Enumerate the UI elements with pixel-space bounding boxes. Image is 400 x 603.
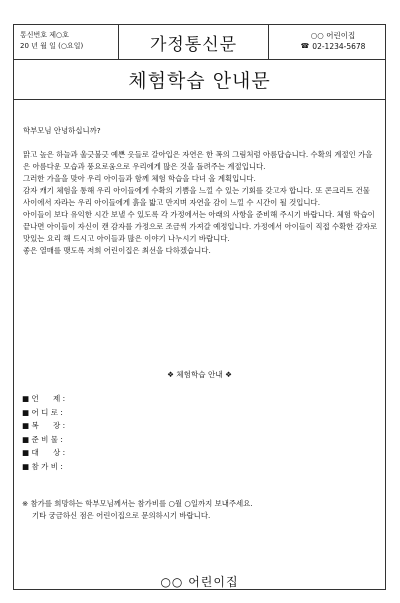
paragraph-2: 그러한 가을을 맞아 우리 아이들과 함께 체험 학습을 다녀 올 계획입니다.	[23, 174, 256, 183]
item-label: 준 비 물 :	[31, 434, 63, 444]
body-text	[23, 125, 378, 257]
subtitle-box	[14, 59, 385, 100]
item-label: 복 장 :	[31, 421, 66, 430]
phone-number: 02-1234-5678	[312, 42, 366, 51]
issue-number: 통신번호 제○호	[20, 31, 69, 39]
paragraph-4: 아이들이 보다 유익한 시간 보낼 수 있도록 각 가정에서는 아래의 사항을 준비해 주시기 바랍니다. 체험 학습이 끝나면 아이들이 자신이 캔 감자를 가정으로 조금씩 가져갈 예정입니다. 가정에서 아이들이 직접 수확한 감자로 맛있는 요리 해 드시고 아이들과 많은 이야기 나누시기 바랍니다.	[23, 210, 378, 243]
greeting: 학부모님 안녕하십니까?	[23, 126, 101, 135]
list-item	[22, 419, 65, 433]
document-title: 가정통신문	[119, 25, 269, 59]
subtitle: 체험학습 안내문	[128, 69, 271, 92]
bullet-icon: ■	[22, 434, 30, 444]
org-info	[269, 25, 385, 59]
footnote-line-1: ※ 참가를 희망하는 학부모님께서는 참가비를 ○월 ○일까지 보내주세요.	[22, 499, 253, 508]
list-item	[22, 460, 65, 474]
document-page	[13, 24, 386, 590]
item-label: 참 가 비 :	[31, 461, 63, 471]
list-item	[22, 392, 65, 406]
paragraph-3: 감자 캐기 체험을 통해 우리 아이들에게 수확의 기쁨을 느낄 수 있는 기회를 갖고자 합니다. 또 콘크리트 건물 사이에서 자라는 우리 아이들에게 흙을 밟고 만지며 자연을 감이 느낄 수 시간이 될 것입니다.	[23, 186, 370, 207]
signature-org: ○○ 어린이집	[160, 575, 239, 589]
issue-date: 20 년 월 일 (○요일)	[20, 42, 84, 50]
notice-title: ❖ 체험학습 안내 ❖	[167, 370, 232, 379]
item-label: 대 상 :	[31, 448, 66, 457]
phone-line	[281, 41, 385, 52]
item-label: 언 제 :	[31, 394, 66, 403]
bullet-icon: ■	[22, 421, 30, 430]
list-item	[22, 446, 65, 460]
bullet-icon: ■	[22, 448, 30, 457]
footnote	[22, 498, 253, 522]
item-list	[22, 392, 65, 473]
bullet-icon: ■	[22, 394, 30, 403]
header-table	[14, 25, 385, 60]
bullet-icon: ■	[22, 461, 30, 471]
list-item	[22, 433, 65, 447]
list-item	[22, 406, 65, 420]
item-label: 어 디 로 :	[31, 407, 63, 417]
paragraph-1: 맑고 높은 하늘과 울긋불긋 예쁜 옷들로 갈아입은 자연은 한 폭의 그림처럼 아름답습니다. 수확의 계절인 가을은 아름다운 모습과 풍요로움으로 우리에게 많은 것을 돌려주는 계절입니다.	[23, 150, 373, 171]
paragraph-5: 좋은 열매를 맺도록 저희 어린이집은 최선을 다하겠습니다.	[23, 246, 211, 255]
phone-icon: ☎	[300, 42, 310, 50]
footnote-line-2: 기타 궁금하신 점은 어린이집으로 문의하시기 바랍니다.	[32, 511, 211, 520]
issue-info	[14, 25, 119, 59]
bullet-icon: ■	[22, 407, 30, 417]
org-name: ○○ 어린이집	[310, 31, 356, 40]
